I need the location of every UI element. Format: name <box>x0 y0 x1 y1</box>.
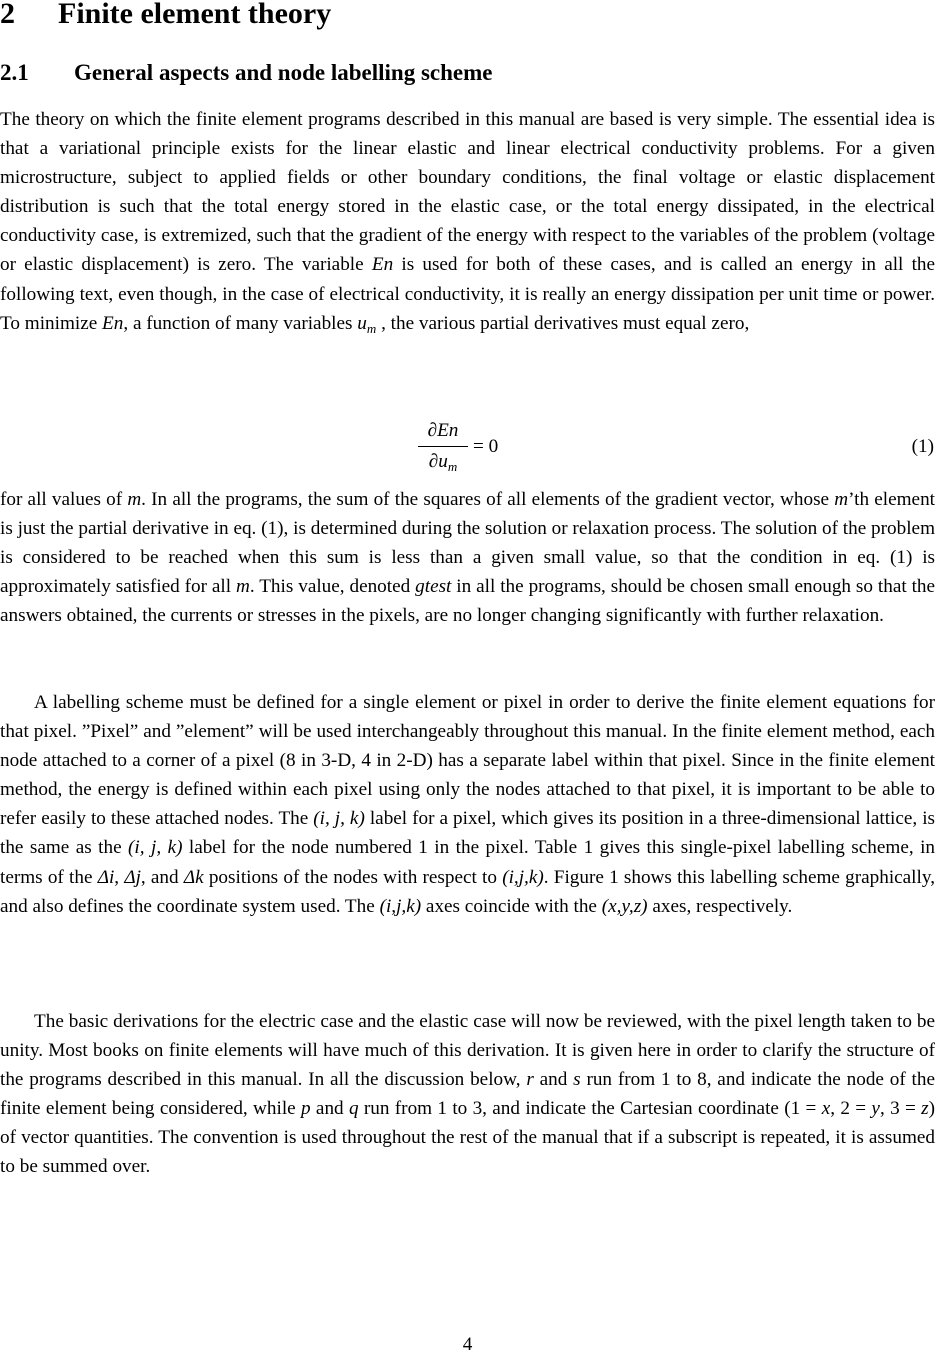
text-fragment: pixel, which gives its position in a three-dimensional lattice, is the same as the <box>0 808 935 859</box>
text-fragment: . In all the programs, the sum of the squares of all elements of the gradient <box>141 489 718 510</box>
text-fragment: label <box>182 837 227 859</box>
text-line: zero, <box>711 312 750 334</box>
text-fragment: and <box>533 1069 574 1091</box>
paragraph-4 <box>0 1007 935 1182</box>
equation-denominator <box>418 449 468 475</box>
paragraph-3 <box>0 688 935 921</box>
text-fragment: label for a <box>364 808 449 830</box>
text-fragment: terms of the <box>0 866 98 888</box>
text-fragment: , <box>114 866 125 888</box>
text-fragment: , a function of many variables <box>123 312 358 334</box>
math-expression: Δj <box>124 866 141 888</box>
text-fragment: this labelling scheme graphically, and also defines the coordinate system used. The <box>0 866 935 917</box>
subsection-title: General aspects and node labelling scheme <box>74 60 493 85</box>
math-variable: gtest <box>415 576 452 598</box>
math-variable: En <box>371 254 394 276</box>
text-fragment: , and <box>140 866 184 888</box>
text-fragment: ) of vector quantities. The convention is used throughout <box>0 1098 935 1149</box>
text-line: conductivity case, is extremized, such that the gradient of the energy with respect to the <box>0 225 675 247</box>
text-line: the rest of the manual that if a subscript is repeated, it is assumed to be summed over. <box>0 1127 935 1178</box>
text-line: the pixel length taken to be unity. Most books on finite elements will have much of this <box>0 1011 935 1062</box>
text-line: The theory on which the finite element programs described in this manual are based is very <box>0 109 712 130</box>
text-line: simple. The essential idea is that a variational principle exists for the linear elastic and <box>0 109 935 160</box>
text-fragment: run from 1 to 3, and indicate the Cartesian <box>358 1098 693 1120</box>
math-variable: p <box>301 1098 311 1120</box>
math-variable: y <box>871 1098 880 1120</box>
text-fragment: , 3 = <box>879 1098 922 1120</box>
fraction-bar <box>418 446 468 447</box>
math-expression: (i,j,k) <box>379 895 422 917</box>
text-fragment: in all the programs, should be chosen small <box>451 576 790 598</box>
text-fragment: and <box>310 1098 349 1120</box>
equation-numerator: ∂En <box>427 420 459 441</box>
text-fragment: run from 1 to 8, and indicate the node of the <box>580 1069 935 1091</box>
text-fragment: ’th element is just the partial derivative in eq. (1), is determined during the <box>0 489 935 540</box>
denominator-text: ∂u <box>428 451 448 472</box>
math-variable: m <box>834 489 849 510</box>
text-line: changing significantly with further relaxation. <box>530 605 884 627</box>
text-line: method, the energy is defined within each pixel using only the nodes attached to that pixel, <box>0 779 716 801</box>
math-expression: Δi <box>97 866 115 888</box>
math-variable: u <box>357 312 367 334</box>
subsection-number: 2.1 <box>0 60 29 85</box>
text-fragment: vector, whose <box>722 489 835 510</box>
text-line: this sum is less than a given small value, so that the condition in eq. (1) is approximately <box>0 547 935 598</box>
text-line: derivation. It is given here in order to clarify the structure of the programs described in this <box>0 1040 935 1091</box>
equation-tag: (1) <box>911 436 934 457</box>
text-fragment: minimize <box>24 312 103 334</box>
text-line: linear electrical conductivity problems. For a given microstructure, subject to applied fields <box>0 138 935 189</box>
math-variable: q <box>348 1098 359 1120</box>
subsection-heading <box>0 58 492 88</box>
text-fragment: axes coincide with the <box>425 895 602 917</box>
text-fragment: . This value, denoted <box>249 576 416 598</box>
text-fragment: positions of the nodes with respect to <box>203 866 503 888</box>
math-variable: x <box>821 1098 831 1120</box>
math-subscript: m <box>366 320 377 336</box>
text-fragment: finite element being considered, while <box>0 1098 302 1120</box>
text-line: or other boundary conditions, the final voltage or elastic displacement distribution is such <box>0 167 935 218</box>
text-line: A labelling scheme must be defined for a single element or pixel in order to derive the <box>34 692 714 713</box>
math-variable: r <box>526 1069 534 1091</box>
equation-1 <box>0 418 935 478</box>
math-variable: s <box>573 1069 581 1091</box>
text-fragment: . Figure 1 shows <box>543 866 672 888</box>
math-expression: (i, j, k) <box>128 837 183 859</box>
math-variable: m <box>127 489 142 510</box>
text-line: pixel (8 in 3-D, 4 in 2-D) has a separate label within that pixel. Since in the finite element <box>235 750 935 772</box>
math-expression: (x,y,z) <box>601 895 648 917</box>
section-heading <box>0 0 331 32</box>
text-fragment: variables of the problem (voltage or elastic displacement) is zero. The variable <box>0 225 935 276</box>
text-line: for both of these cases, and is called an energy in all the following text, even though, in the <box>0 254 935 305</box>
text-fragment: for all values of <box>0 489 128 510</box>
text-fragment: , 2 = <box>830 1098 872 1120</box>
page-number: 4 <box>462 1334 473 1355</box>
text-line: finite element equations for that pixel. ”Pixel” and ”element” will be used interchangeably <box>0 692 935 743</box>
text-fragment: satisfied for all <box>115 576 236 598</box>
text-line: throughout this manual. In the finite element method, each node attached to a corner of a <box>0 721 935 772</box>
denominator-subscript: m <box>447 459 458 474</box>
paragraph-2 <box>0 485 935 630</box>
text-fragment: coordinate (1 = <box>697 1098 822 1120</box>
math-variable: m <box>235 576 250 598</box>
math-expression: Δk <box>183 866 204 888</box>
text-fragment: is used <box>393 254 458 276</box>
text-line: enough so that the answers obtained, the currents or stresses in the pixels, are no longer <box>0 576 935 627</box>
math-variable: En <box>102 312 124 334</box>
text-fragment: it is important to be able to refer easily to these attached nodes. The <box>0 779 935 830</box>
section-title: Finite element theory <box>58 0 332 30</box>
text-line: The basic derivations for the electric case and the elastic case will now be reviewed, with <box>34 1011 722 1032</box>
equation-fraction <box>418 418 468 475</box>
text-fragment: manual. In all the discussion below, <box>241 1069 527 1091</box>
text-fragment: , the various partial derivatives must equal <box>376 312 707 334</box>
math-variable: z <box>921 1098 929 1120</box>
text-line: that the total energy stored in the elastic case, or the total energy dissipated, in the electrical <box>163 196 935 218</box>
paragraph-1 <box>0 105 935 338</box>
math-expression: (i, j, k) <box>313 808 365 830</box>
section-number: 2 <box>0 0 15 30</box>
text-line: case of electrical conductivity, it is really an energy dissipation per unit time or power. To <box>0 283 935 334</box>
math-expression: (i,j,k) <box>502 866 544 888</box>
text-line: solution or relaxation process. The solution of the problem is considered to be reached when <box>0 518 935 569</box>
text-fragment: axes, respectively. <box>647 895 793 917</box>
text-line: for the node numbered 1 in the pixel. Table 1 gives this single-pixel labelling scheme, in <box>232 837 935 859</box>
equation-rhs: = 0 <box>473 436 499 457</box>
